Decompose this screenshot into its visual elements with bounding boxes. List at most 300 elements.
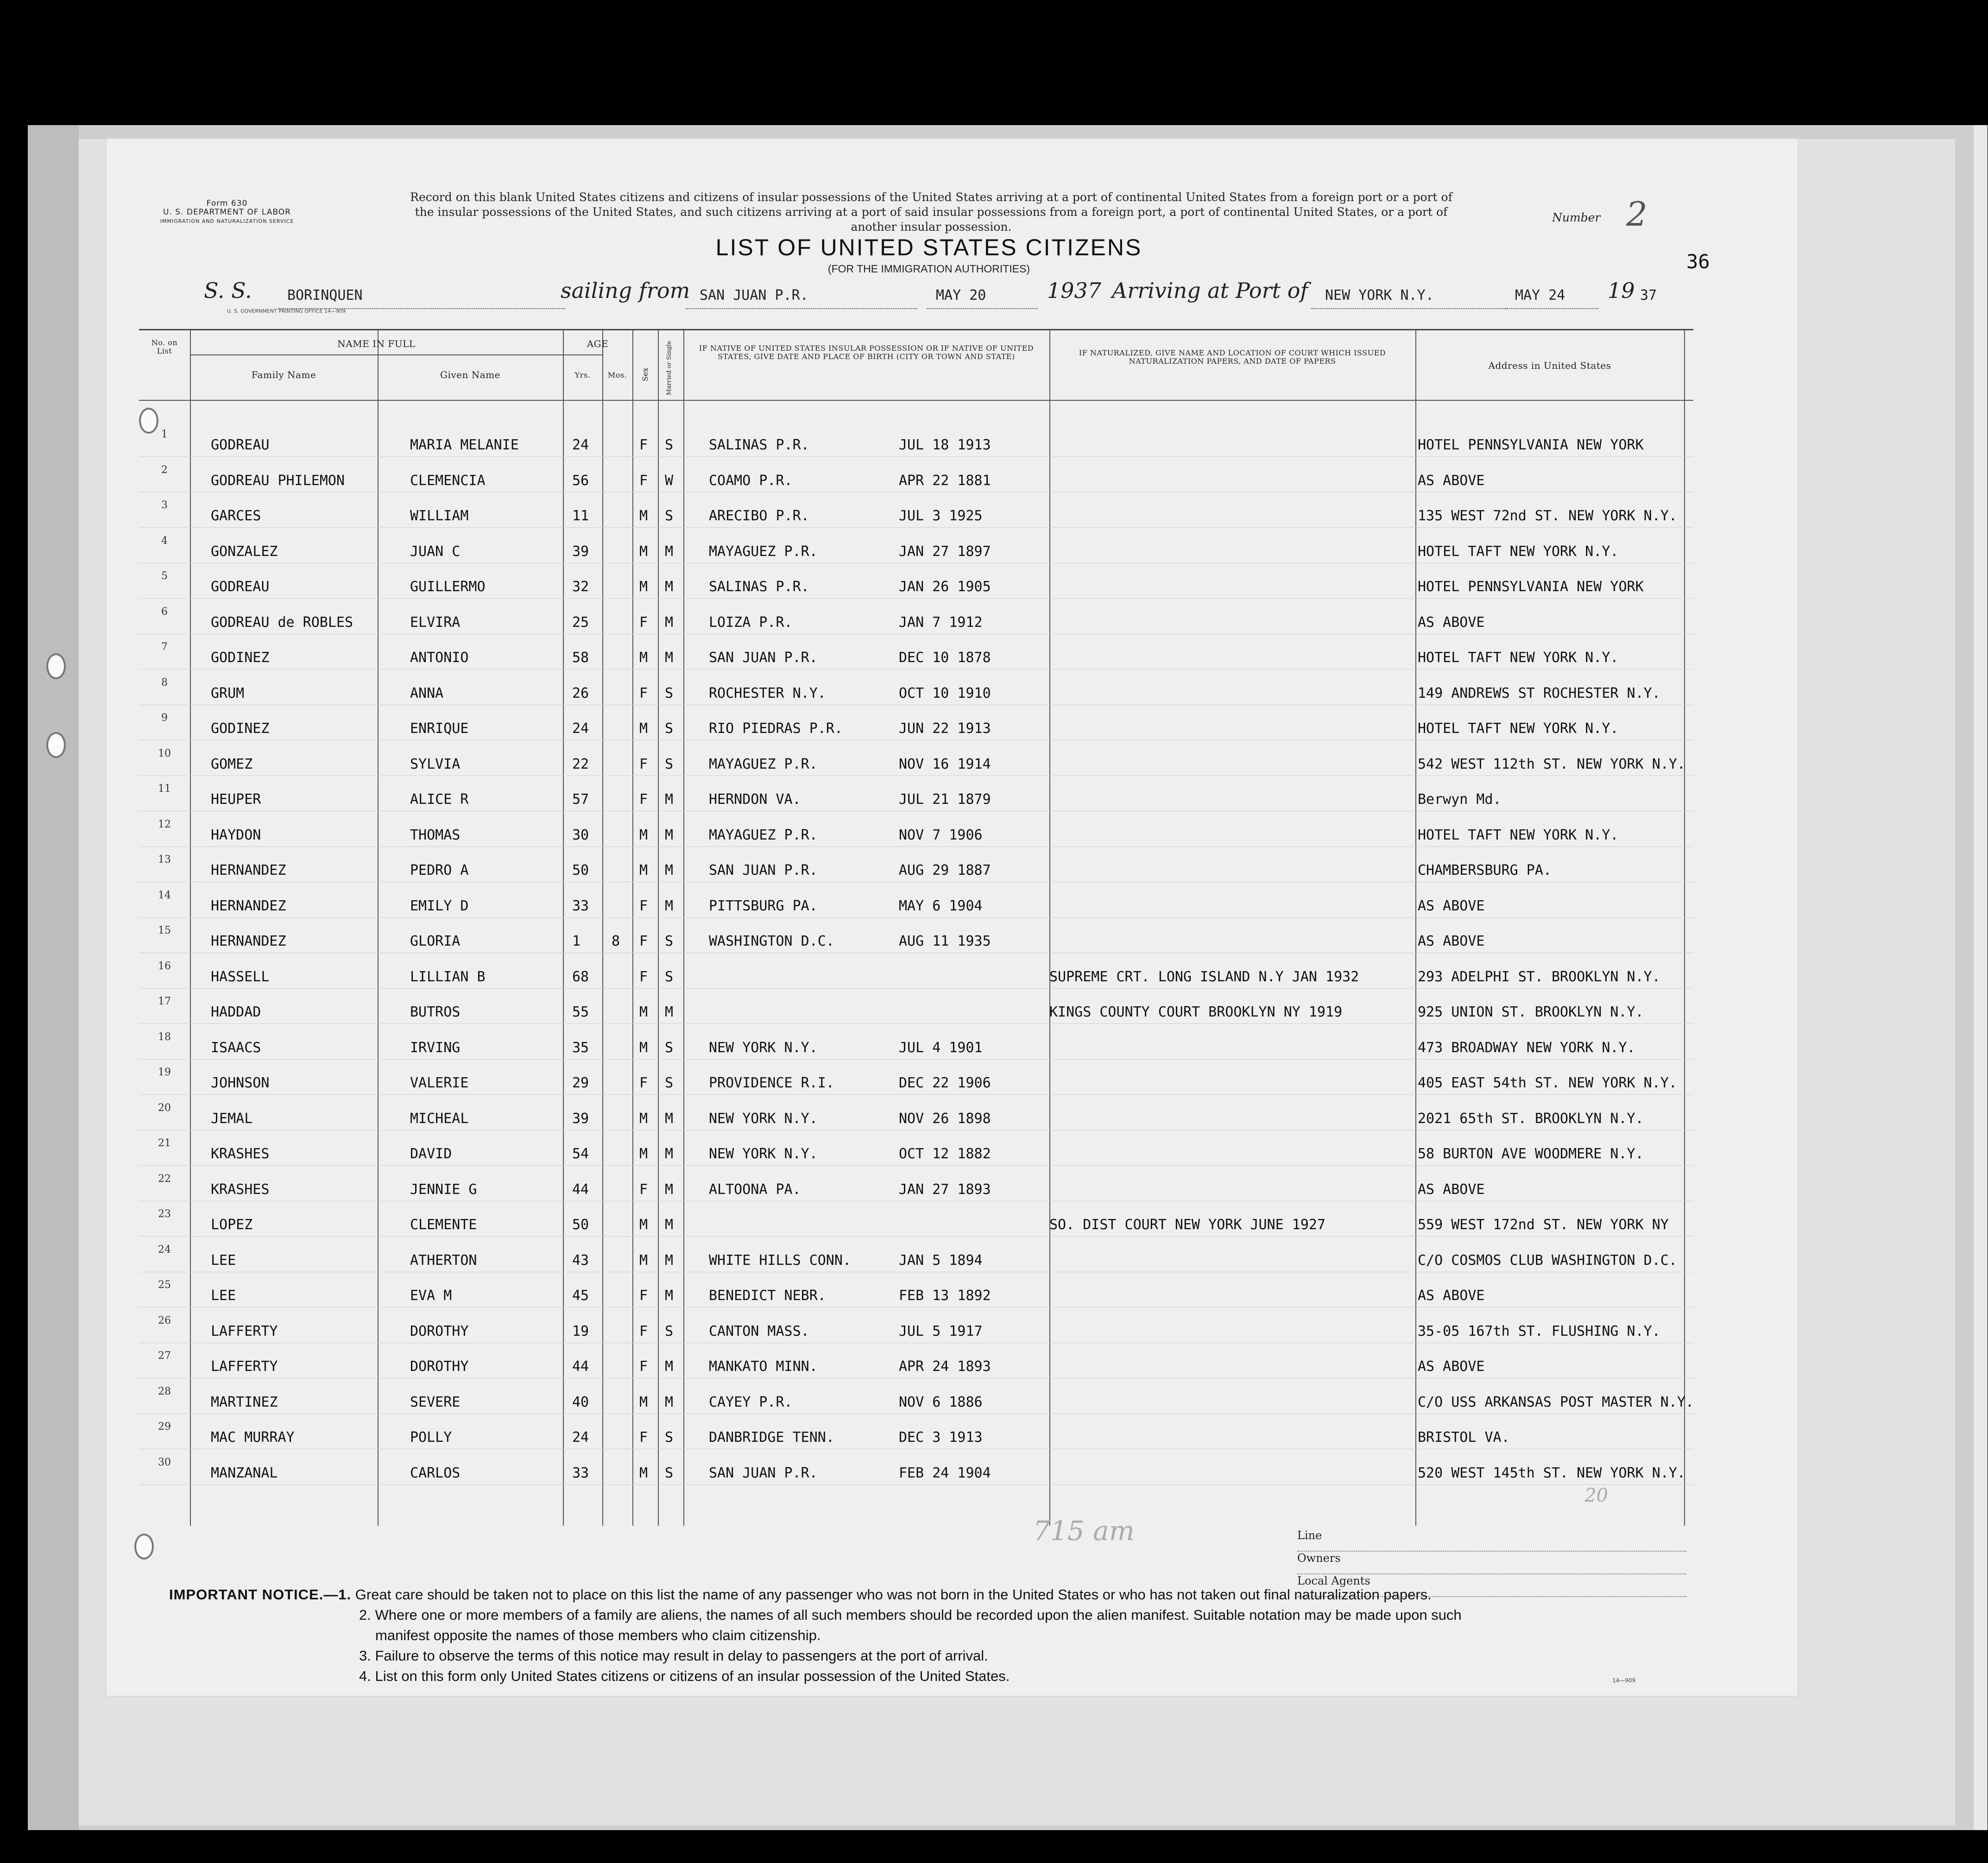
cell-sex: F	[639, 933, 648, 949]
cell-address: C/O USS ARKANSAS POST MASTER N.Y.	[1418, 1394, 1694, 1410]
cell-address: 405 EAST 54th ST. NEW YORK N.Y.	[1418, 1075, 1677, 1091]
cell-date: NOV 6 1886	[899, 1394, 983, 1410]
arrival-underline	[1311, 308, 1506, 309]
cell-family: HERNANDEZ	[211, 933, 286, 949]
cell-date: JAN 5 1894	[899, 1252, 983, 1269]
cell-court: SO. DIST COURT NEW YORK JUNE 1927	[1049, 1217, 1326, 1233]
row-number: 1	[161, 429, 168, 440]
cell-sex: F	[639, 968, 648, 985]
cell-address: HOTEL TAFT NEW YORK N.Y.	[1418, 720, 1619, 737]
header-given-name: Given Name	[440, 369, 500, 380]
row-rule	[139, 1165, 1693, 1166]
cell-family: GODREAU	[211, 437, 270, 453]
cell-sex: M	[639, 720, 648, 737]
row-rule	[139, 527, 1693, 528]
form-identifier	[139, 199, 315, 226]
cell-given: EMILY D	[410, 897, 469, 914]
cell-family: HERNANDEZ	[211, 897, 286, 914]
ship-name: BORINQUEN	[287, 287, 363, 303]
cell-address: AS ABOVE	[1418, 1288, 1485, 1304]
cell-ms: S	[665, 437, 674, 453]
cell-ms: S	[665, 1039, 674, 1056]
cell-given: ANNA	[410, 685, 444, 701]
cell-address: 559 WEST 172nd ST. NEW YORK NY	[1418, 1217, 1669, 1233]
cell-date: JUL 21 1879	[899, 791, 991, 808]
cell-address: AS ABOVE	[1418, 472, 1485, 489]
cell-ms: M	[665, 1004, 674, 1020]
cell-given: DOROTHY	[410, 1358, 469, 1375]
cell-sex: F	[639, 1358, 648, 1375]
cell-yrs: 50	[572, 862, 589, 878]
cell-sex: M	[639, 579, 648, 595]
cell-place: DANBRIDGE TENN.	[709, 1429, 834, 1446]
cell-date: DEC 3 1913	[899, 1429, 983, 1446]
col-divider	[1049, 330, 1050, 1526]
cell-yrs: 24	[572, 720, 589, 737]
departure-underline	[686, 308, 917, 309]
cell-family: GODREAU	[211, 579, 270, 595]
cell-sex: F	[639, 685, 648, 701]
cell-sex: F	[639, 1323, 648, 1339]
cell-ms: S	[665, 1429, 674, 1446]
row-number: 5	[161, 570, 168, 582]
cell-family: MAC MURRAY	[211, 1429, 295, 1446]
header-native-birth: IF NATIVE OF UNITED STATES INSULAR POSSESSION OR IF NATIVE OF UNITED STATES, GIVE DATE AND PLACE OF BIRTH (CITY OR TOWN AND STATE)	[699, 344, 1034, 361]
cell-place: WHITE HILLS CONN.	[709, 1252, 852, 1269]
col-divider	[563, 330, 564, 1526]
cell-given: IRVING	[410, 1039, 461, 1056]
cell-address: C/O COSMOS CLUB WASHINGTON D.C.	[1418, 1252, 1677, 1269]
cell-ms: M	[665, 1252, 674, 1269]
notice-item-4: 4. List on this form only United States citizens or citizens of an insular possession of the United States.	[359, 1668, 1010, 1684]
cell-date: NOV 26 1898	[899, 1110, 991, 1127]
cell-ms: M	[665, 897, 674, 914]
cell-place: PROVIDENCE R.I.	[709, 1075, 834, 1091]
row-number: 24	[158, 1244, 171, 1256]
departure-date: MAY 20	[936, 287, 986, 303]
owners-field	[1297, 1552, 1686, 1574]
cell-place: MAYAGUEZ P.R.	[709, 756, 818, 772]
col-divider	[1684, 330, 1685, 1526]
header-age: AGE	[587, 338, 609, 349]
important-notice	[169, 1585, 1652, 1686]
cell-sex: F	[639, 614, 648, 631]
number-value: 2	[1626, 195, 1647, 234]
cell-ms: M	[665, 791, 674, 808]
handwritten-note: 715 am	[1033, 1515, 1135, 1547]
cell-address: BRISTOL VA.	[1418, 1429, 1510, 1446]
passenger-table	[139, 329, 1693, 1526]
cell-sex: M	[639, 543, 648, 560]
cell-family: GOMEZ	[211, 756, 253, 772]
cell-sex: M	[639, 827, 648, 843]
cell-address: AS ABOVE	[1418, 614, 1485, 631]
cell-place: ROCHESTER N.Y.	[709, 685, 826, 701]
cell-yrs: 44	[572, 1181, 589, 1198]
cell-address: 135 WEST 72nd ST. NEW YORK N.Y.	[1418, 508, 1677, 524]
cell-address: 473 BROADWAY NEW YORK N.Y.	[1418, 1039, 1635, 1056]
cell-ms: M	[665, 862, 674, 878]
row-rule	[139, 846, 1693, 847]
line-field	[1297, 1529, 1686, 1552]
cell-place: SALINAS P.R.	[709, 579, 809, 595]
cell-yrs: 44	[572, 1358, 589, 1375]
cell-family: LEE	[211, 1252, 236, 1269]
cell-ms: M	[665, 1288, 674, 1304]
cell-given: THOMAS	[410, 827, 461, 843]
cell-given: CLEMENCIA	[410, 472, 486, 489]
cell-yrs: 43	[572, 1252, 589, 1269]
cell-date: JUL 5 1917	[899, 1323, 983, 1339]
cell-place: HERNDON VA.	[709, 791, 801, 808]
row-rule	[139, 1094, 1693, 1095]
cell-place: SAN JUAN P.R.	[709, 650, 818, 666]
cell-place: NEW YORK N.Y.	[709, 1110, 818, 1127]
row-number: 15	[158, 925, 171, 936]
sailing-label: sailing from	[561, 278, 690, 303]
header-sex: Sex	[641, 367, 650, 381]
row-rule	[139, 1236, 1693, 1237]
cell-ms: M	[665, 1181, 674, 1198]
cell-ms: M	[665, 1217, 674, 1233]
header-name-in-full: NAME IN FULL	[337, 338, 416, 349]
cell-sex: M	[639, 1252, 648, 1269]
cell-given: VALERIE	[410, 1075, 469, 1091]
cell-given: JUAN C	[410, 543, 461, 560]
printer-note: U. S. GOVERNMENT PRINTING OFFICE 14—909	[227, 308, 346, 314]
cell-date: JAN 7 1912	[899, 614, 983, 631]
cell-court: KINGS COUNTY COURT BROOKLYN NY 1919	[1049, 1004, 1343, 1020]
cell-place: BENEDICT NEBR.	[709, 1288, 826, 1304]
arrival-date: MAY 24	[1515, 287, 1565, 303]
cell-family: ISAACS	[211, 1039, 261, 1056]
page-number: 36	[1686, 250, 1710, 273]
row-rule	[139, 917, 1693, 918]
cell-yrs: 39	[572, 543, 589, 560]
row-number: 16	[158, 960, 171, 972]
cell-address: Berwyn Md.	[1418, 791, 1502, 808]
row-number: 27	[158, 1350, 171, 1362]
row-number: 29	[158, 1421, 171, 1433]
cell-sex: F	[639, 1288, 648, 1304]
cell-yrs: 56	[572, 472, 589, 489]
row-number: 13	[158, 854, 171, 865]
cell-ms: S	[665, 685, 674, 701]
cell-given: ATHERTON	[410, 1252, 477, 1269]
cell-ms: S	[665, 1075, 674, 1091]
row-number: 3	[161, 499, 168, 511]
cell-date: JAN 26 1905	[899, 579, 991, 595]
arrival-date-underline	[1506, 308, 1598, 309]
cell-date: DEC 22 1906	[899, 1075, 991, 1091]
cell-date: AUG 11 1935	[899, 933, 991, 949]
owners-label: Owners	[1297, 1552, 1341, 1565]
cell-yrs: 25	[572, 614, 589, 631]
cell-given: ENRIQUE	[410, 720, 469, 737]
agents-label: Local Agents	[1297, 1574, 1370, 1587]
cell-mos: 8	[612, 933, 620, 949]
header-married-single: Married or Single	[666, 341, 673, 395]
cell-ms: M	[665, 650, 674, 666]
departure-port: SAN JUAN P.R.	[700, 287, 808, 303]
cell-family: GODREAU de ROBLES	[211, 614, 353, 631]
cell-address: 149 ANDREWS ST ROCHESTER N.Y.	[1418, 685, 1660, 701]
cell-family: LAFFERTY	[211, 1323, 278, 1339]
cell-yrs: 30	[572, 827, 589, 843]
cell-given: PEDRO A	[410, 862, 469, 878]
cell-family: GARCES	[211, 508, 261, 524]
row-number: 28	[158, 1385, 171, 1397]
cell-yrs: 58	[572, 650, 589, 666]
cell-address: HOTEL TAFT NEW YORK N.Y.	[1418, 650, 1619, 666]
notice-item-1	[169, 1585, 1652, 1605]
row-number: 20	[158, 1102, 171, 1114]
row-number: 26	[158, 1314, 171, 1326]
notice-item-3: 3. Failure to observe the terms of this notice may result in delay to passengers at the port of arrival.	[359, 1648, 988, 1664]
header-rule	[190, 354, 602, 355]
cell-yrs: 1	[572, 933, 581, 949]
cell-given: GLORIA	[410, 933, 461, 949]
number-label: Number	[1552, 211, 1601, 224]
cell-ms: M	[665, 614, 674, 631]
departure-year: 1937	[1047, 278, 1102, 303]
col-divider	[602, 330, 603, 1526]
row-rule	[139, 492, 1693, 493]
arrival-year-suffix: 37	[1640, 287, 1657, 303]
row-number: 11	[158, 783, 171, 795]
cell-place: MAYAGUEZ P.R.	[709, 827, 818, 843]
cell-sex: F	[639, 791, 648, 808]
cell-sex: M	[639, 650, 648, 666]
cell-yrs: 68	[572, 968, 589, 985]
cell-family: KRASHES	[211, 1181, 270, 1198]
col-divider	[378, 330, 379, 1526]
row-number: 8	[161, 676, 168, 688]
cell-family: GODREAU PHILEMON	[211, 472, 345, 489]
cell-date: APR 24 1893	[899, 1358, 991, 1375]
row-number: 21	[158, 1137, 171, 1149]
row-number: 19	[158, 1067, 171, 1078]
cell-yrs: 45	[572, 1288, 589, 1304]
form-instructions: Record on this blank United States citizens and citizens of insular possessions of the United States arriving at a port of continental United States from a foreign port or a port of the insular possessions of the United States, and such citizens arriving at a port of said insular possessions from a foreign port, a port of continental United States, or a port of another insular possession.	[410, 190, 1452, 234]
cell-date: OCT 10 1910	[899, 685, 991, 701]
cell-yrs: 19	[572, 1323, 589, 1339]
arriving-label: Arriving at Port of	[1112, 278, 1308, 303]
cell-given: ALICE R	[410, 791, 469, 808]
cell-address: AS ABOVE	[1418, 1181, 1485, 1198]
notice-item-2a: 2. Where one or more members of a family are aliens, the names of all such members should be recorded upon the alien manifest. Suitable notation may be made upon such	[359, 1607, 1462, 1623]
cell-place: ARECIBO P.R.	[709, 508, 809, 524]
cell-given: DAVID	[410, 1146, 452, 1162]
row-number: 17	[158, 996, 171, 1007]
cell-ms: S	[665, 968, 674, 985]
cell-place: SALINAS P.R.	[709, 437, 809, 453]
ss-label: S. S.	[204, 278, 252, 303]
cell-family: GODINEZ	[211, 720, 270, 737]
cell-address: AS ABOVE	[1418, 933, 1485, 949]
cell-date: JUN 22 1913	[899, 720, 991, 737]
cell-date: DEC 10 1878	[899, 650, 991, 666]
col-divider	[632, 330, 633, 1526]
cell-yrs: 24	[572, 437, 589, 453]
cell-family: MANZANAL	[211, 1465, 278, 1481]
cell-yrs: 57	[572, 791, 589, 808]
cell-given: CARLOS	[410, 1465, 461, 1481]
cell-ms: M	[665, 1146, 674, 1162]
cell-sex: M	[639, 1465, 648, 1481]
cell-given: CLEMENTE	[410, 1217, 477, 1233]
cell-yrs: 32	[572, 579, 589, 595]
cell-date: JUL 3 1925	[899, 508, 983, 524]
cell-place: LOIZA P.R.	[709, 614, 793, 631]
cell-ms: M	[665, 1110, 674, 1127]
cell-address: HOTEL TAFT NEW YORK N.Y.	[1418, 827, 1619, 843]
row-number: 22	[158, 1173, 171, 1185]
cell-sex: F	[639, 1075, 648, 1091]
cell-address: HOTEL PENNSYLVANIA NEW YORK	[1418, 437, 1644, 453]
header-no-on-list: No. on List	[151, 338, 178, 355]
page-title: LIST OF UNITED STATES CITIZENS	[715, 234, 1142, 260]
cell-place: PITTSBURG PA.	[709, 897, 818, 914]
cell-sex: F	[639, 756, 648, 772]
cell-yrs: 55	[572, 1004, 589, 1020]
punch-hole	[46, 732, 66, 758]
service: IMMIGRATION AND NATURALIZATION SERVICE	[160, 218, 294, 224]
cell-date: NOV 7 1906	[899, 827, 983, 843]
row-number: 30	[158, 1456, 171, 1468]
cell-court: SUPREME CRT. LONG ISLAND N.Y JAN 1932	[1049, 968, 1359, 985]
header-address: Address in United States	[1488, 360, 1611, 371]
cell-date: APR 22 1881	[899, 472, 991, 489]
form-code: 14—909	[1612, 1677, 1636, 1684]
cell-family: MARTINEZ	[211, 1394, 278, 1410]
date-underline	[927, 308, 1038, 309]
cell-given: ELVIRA	[410, 614, 461, 631]
col-divider	[683, 330, 684, 1526]
row-number: 23	[158, 1208, 171, 1220]
row-number: 9	[161, 712, 168, 724]
col-divider	[1415, 330, 1416, 1526]
cell-yrs: 50	[572, 1217, 589, 1233]
cell-sex: F	[639, 437, 648, 453]
cell-ms: M	[665, 827, 674, 843]
cell-date: FEB 13 1892	[899, 1288, 991, 1304]
cell-sex: F	[639, 1429, 648, 1446]
cell-yrs: 33	[572, 897, 589, 914]
cell-sex: M	[639, 1039, 648, 1056]
header-naturalized: IF NATURALIZED, GIVE NAME AND LOCATION OF COURT WHICH ISSUED NATURALIZATION PAPERS, AND DATE OF PAPERS	[1079, 348, 1386, 366]
cell-place: WASHINGTON D.C.	[709, 933, 834, 949]
cell-sex: M	[639, 1146, 648, 1162]
cell-ms: S	[665, 933, 674, 949]
cell-place: MANKATO MINN.	[709, 1358, 818, 1375]
cell-given: DOROTHY	[410, 1323, 469, 1339]
row-rule	[139, 1484, 1693, 1485]
cell-place: CANTON MASS.	[709, 1323, 809, 1339]
cell-yrs: 40	[572, 1394, 589, 1410]
cell-ms: M	[665, 579, 674, 595]
row-number: 18	[158, 1031, 171, 1043]
cell-ms: S	[665, 508, 674, 524]
cell-given: MARIA MELANIE	[410, 437, 519, 453]
notice-heading: IMPORTANT NOTICE.—1.	[169, 1586, 352, 1603]
cell-ms: M	[665, 1358, 674, 1375]
cell-place: NEW YORK N.Y.	[709, 1146, 818, 1162]
cell-place: ALTOONA PA.	[709, 1181, 801, 1198]
cell-address: AS ABOVE	[1418, 1358, 1485, 1375]
cell-date: OCT 12 1882	[899, 1146, 991, 1162]
cell-family: HAYDON	[211, 827, 261, 843]
notice-item-2b: manifest opposite the names of those members who claim citizenship.	[375, 1627, 821, 1643]
cell-place: RIO PIEDRAS P.R.	[709, 720, 843, 737]
punch-hole	[46, 653, 66, 679]
row-number: 2	[161, 464, 168, 476]
cell-date: JUL 4 1901	[899, 1039, 983, 1056]
col-divider	[190, 330, 191, 1526]
cell-sex: M	[639, 862, 648, 878]
cell-place: MAYAGUEZ P.R.	[709, 543, 818, 560]
cell-family: JOHNSON	[211, 1075, 270, 1091]
cell-sex: F	[639, 1181, 648, 1198]
handwritten-number: 20	[1584, 1485, 1608, 1506]
cell-date: JAN 27 1893	[899, 1181, 991, 1198]
cell-address: 520 WEST 145th ST. NEW YORK N.Y.	[1418, 1465, 1685, 1481]
header-years: Yrs.	[574, 371, 591, 379]
department: U. S. DEPARTMENT OF LABOR	[163, 208, 291, 217]
arrival-year-prefix: 19	[1608, 278, 1635, 303]
cell-place: NEW YORK N.Y.	[709, 1039, 818, 1056]
cell-yrs: 24	[572, 1429, 589, 1446]
row-number: 4	[161, 535, 168, 547]
row-rule	[139, 1023, 1693, 1024]
row-rule	[139, 988, 1693, 989]
notice-text-1: Great care should be taken not to place on this list the name of any passenger who was not born in the United States or who has not taken out final naturalization papers.	[355, 1586, 1432, 1603]
cell-family: LEE	[211, 1288, 236, 1304]
cell-address: 58 BURTON AVE WOODMERE N.Y.	[1418, 1146, 1644, 1162]
cell-place: SAN JUAN P.R.	[709, 862, 818, 878]
cell-ms: S	[665, 720, 674, 737]
cell-family: LAFFERTY	[211, 1358, 278, 1375]
cell-family: JEMAL	[211, 1110, 253, 1127]
cell-yrs: 29	[572, 1075, 589, 1091]
cell-given: GUILLERMO	[410, 579, 486, 595]
row-number: 12	[158, 818, 171, 830]
cell-yrs: 22	[572, 756, 589, 772]
cell-date: FEB 24 1904	[899, 1465, 991, 1481]
cell-address: 293 ADELPHI ST. BROOKLYN N.Y.	[1418, 968, 1660, 985]
header-months: Mos.	[607, 371, 627, 379]
cell-ms: M	[665, 1394, 674, 1410]
cell-sex: M	[639, 1217, 648, 1233]
cell-given: SYLVIA	[410, 756, 461, 772]
cell-address: CHAMBERSBURG PA.	[1418, 862, 1552, 878]
cell-given: ANTONIO	[410, 650, 469, 666]
cell-address: 542 WEST 112th ST. NEW YORK N.Y.	[1418, 756, 1685, 772]
cell-sex: F	[639, 897, 648, 914]
row-number: 14	[158, 889, 171, 901]
cell-family: HASSELL	[211, 968, 270, 985]
arrival-port: NEW YORK N.Y.	[1325, 287, 1434, 303]
cell-date: MAY 6 1904	[899, 897, 983, 914]
cell-yrs: 33	[572, 1465, 589, 1481]
cell-yrs: 11	[572, 508, 589, 524]
cell-ms: W	[665, 472, 674, 489]
cell-date: JUL 18 1913	[899, 437, 991, 453]
cell-address: 925 UNION ST. BROOKLYN N.Y.	[1418, 1004, 1644, 1020]
cell-sex: M	[639, 1004, 648, 1020]
cell-address: AS ABOVE	[1418, 897, 1485, 914]
row-rule	[139, 1059, 1693, 1060]
